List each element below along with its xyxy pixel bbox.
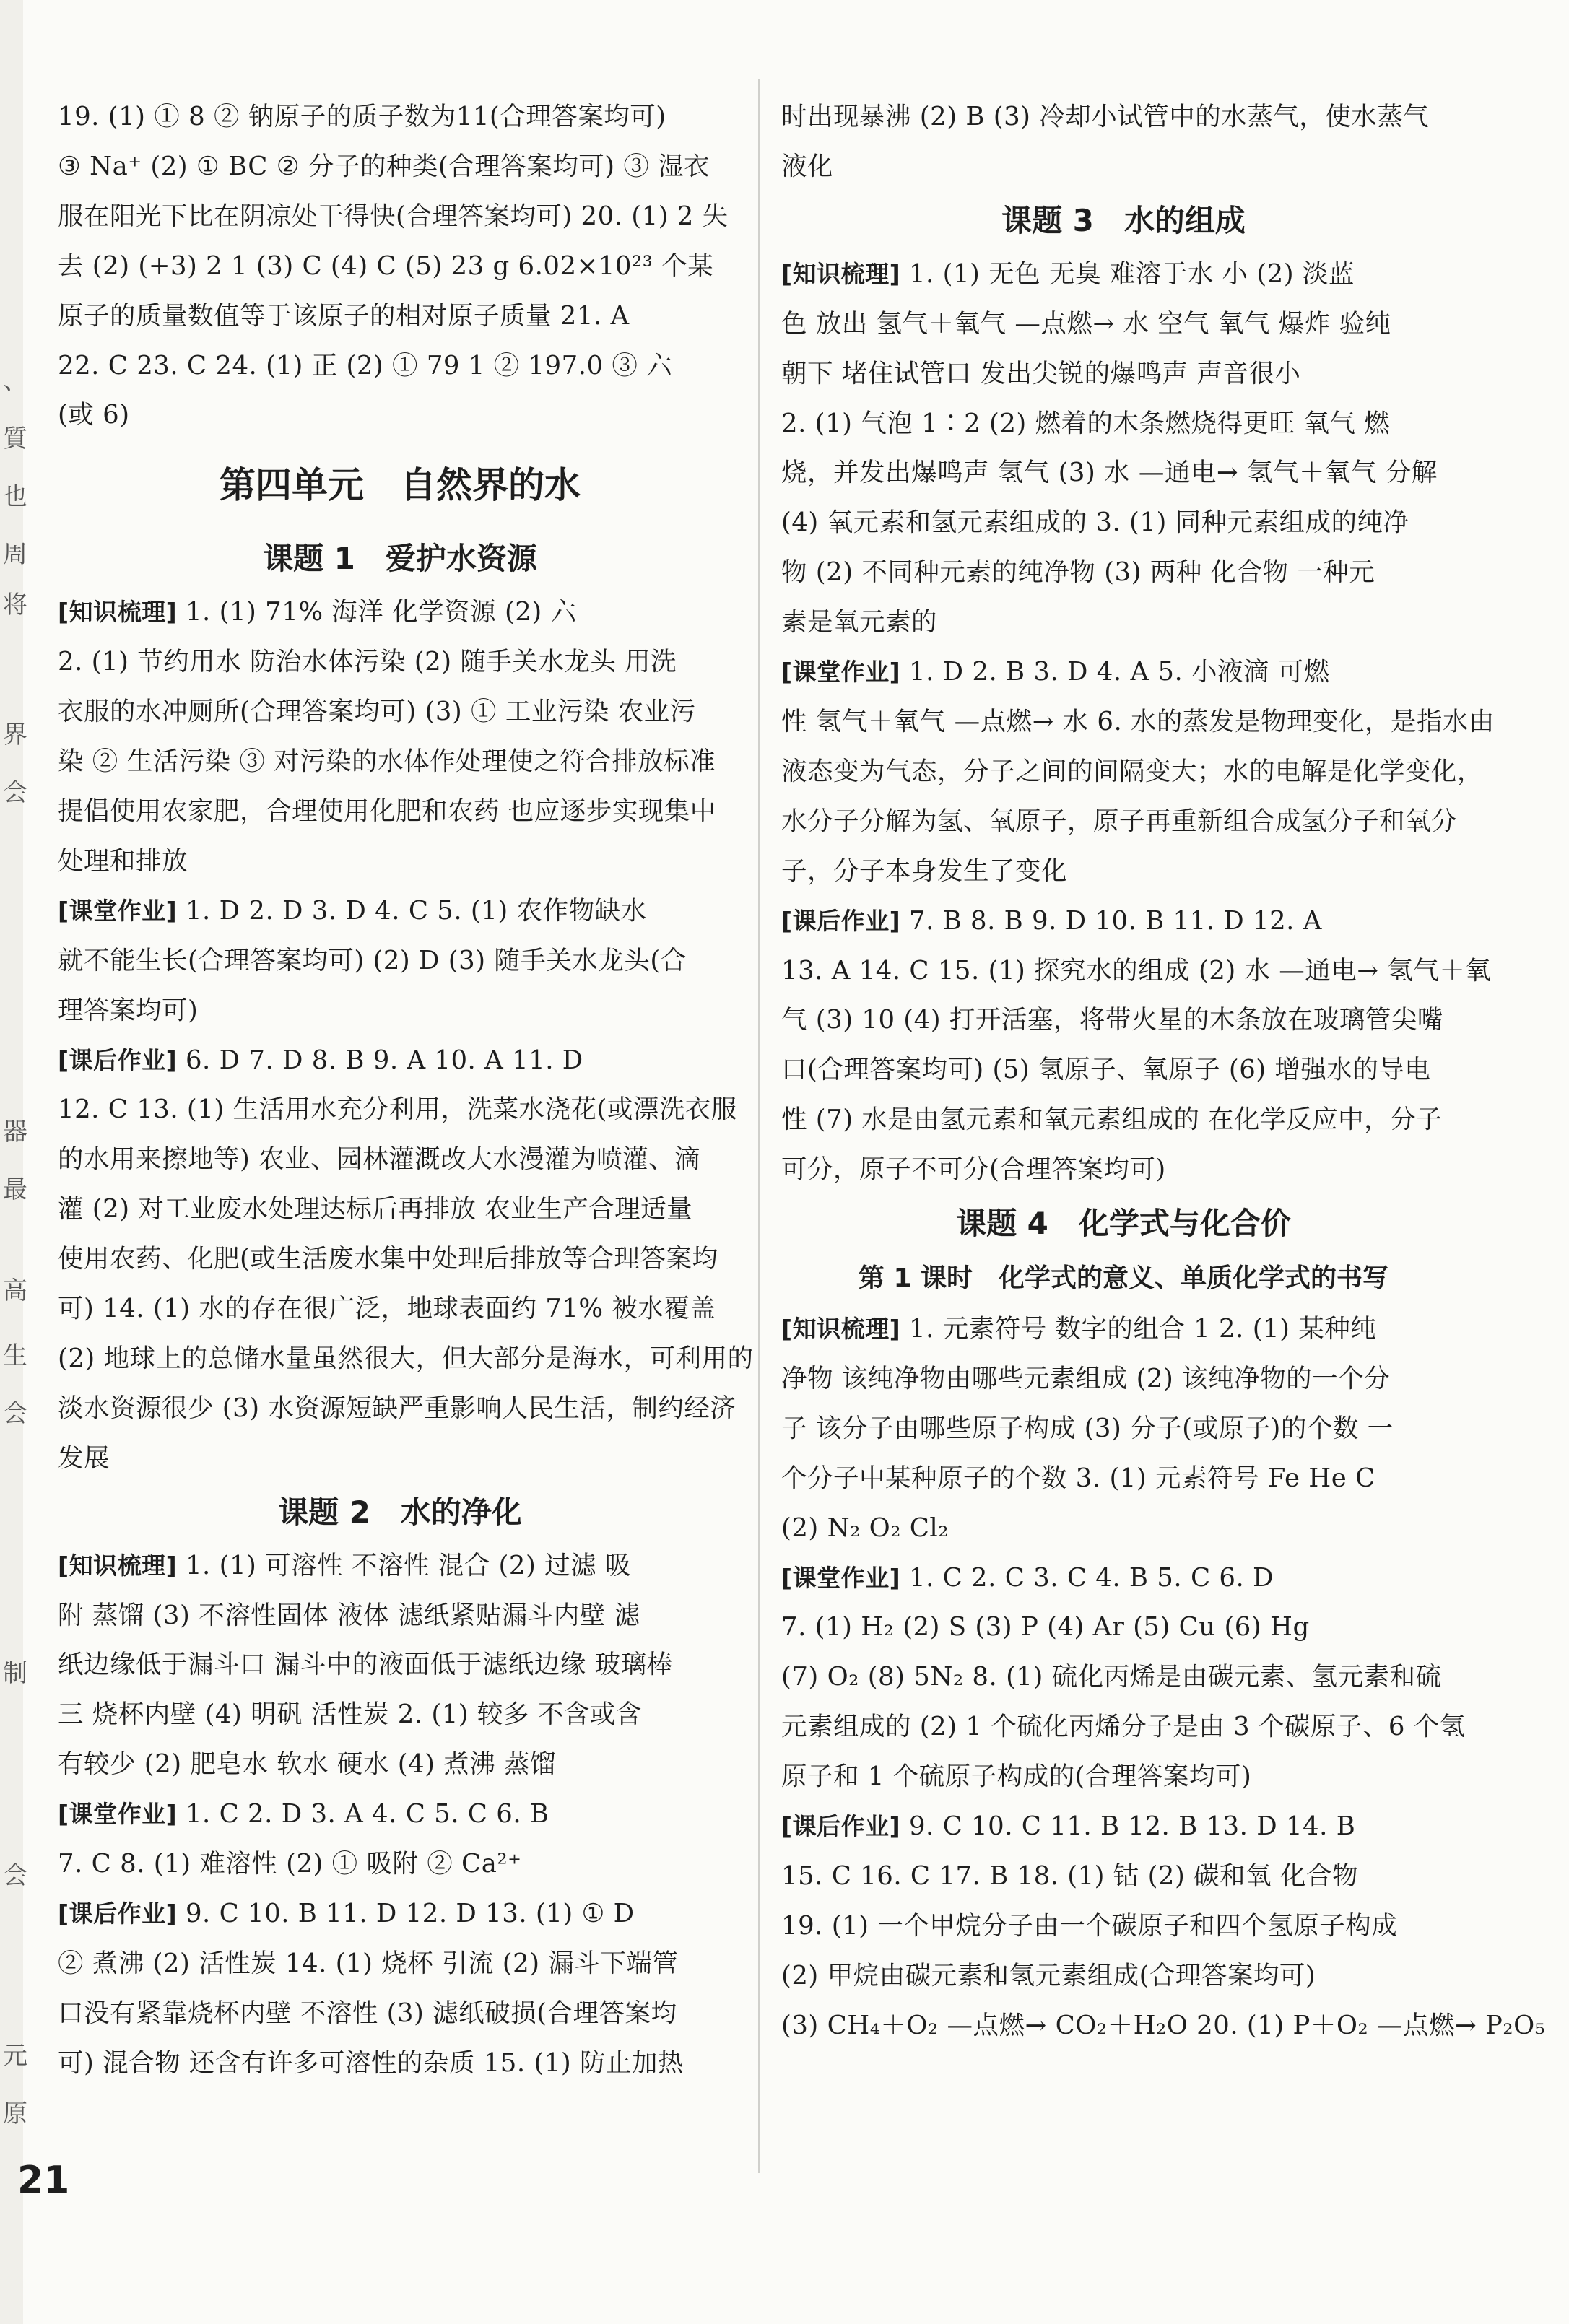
answer-line: (4) 氧元素和氢元素组成的 3. (1) 同种元素组成的纯净 — [781, 508, 1409, 538]
margin-char: 会 — [3, 1399, 27, 1428]
margin-char: 会 — [3, 1861, 27, 1890]
answer-line — [781, 1554, 1466, 1603]
answer-text: 1. (1) 可溶性 不溶性 混合 (2) 过滤 吸 — [177, 1550, 631, 1580]
answer-line: 灌 (2) 对工业废水处理达标后再排放 农业生产合理适量 — [58, 1194, 693, 1224]
answer-line — [781, 250, 1466, 300]
margin-char: 也 — [3, 482, 27, 511]
answer-line: 水分子分解为氢、氧原子，原子再重新组合成氢分子和氧分 — [781, 806, 1458, 836]
section-tag: [知识梳理] — [58, 1551, 178, 1580]
answer-line: 处理和排放 — [58, 845, 188, 876]
section-tag: [知识梳理] — [781, 259, 901, 288]
answer-line: 2. (1) 气泡 1∶2 (2) 燃着的木条燃烧得更旺 氧气 燃 — [781, 408, 1391, 438]
unit-title: 第四单元 自然界的水 — [220, 464, 581, 507]
answer-line: ② 煮沸 (2) 活性炭 14. (1) 烧杯 引流 (2) 漏斗下端管 — [58, 1948, 679, 1978]
answer-line: 7. (1) H₂ (2) S (3) P (4) Ar (5) Cu (6) Hg — [781, 1612, 1310, 1642]
answer-line: 元素组成的 (2) 1 个硫化丙烯分子是由 3 个碳原子、6 个氢 — [781, 1712, 1466, 1742]
answer-line: 22. C 23. C 24. (1) 正 (2) ① 79 1 ② 197.0 ③ 六 — [58, 350, 673, 380]
answer-line: 可) 14. (1) 水的存在很广泛，地球表面约 71% 被水覆盖 — [58, 1294, 716, 1324]
answer-text: 1. D 2. D 3. D 4. C 5. (1) 农作物缺水 — [177, 895, 647, 926]
section-tag: [课堂作业] — [781, 1563, 901, 1592]
answer-text: 9. C 10. C 11. B 12. B 13. D 14. B — [900, 1811, 1356, 1842]
page-number: 21 — [17, 2159, 70, 2202]
answer-text: 7. B 8. B 9. D 10. B 11. D 12. A — [900, 905, 1322, 936]
margin-char: 元 — [3, 2042, 27, 2071]
lesson-title: 课题 1 爱护水资源 — [263, 541, 537, 577]
answer-line: 发展 — [58, 1442, 110, 1473]
answer-text: 1. C 2. C 3. C 4. B 5. C 6. D — [900, 1562, 1274, 1593]
section-tag: [知识梳理] — [781, 1315, 901, 1344]
answer-line: 时出现暴沸 (2) B (3) 冷却小试管中的水蒸气，使水蒸气 — [781, 102, 1430, 131]
answer-line — [781, 897, 1466, 946]
answer-line — [781, 1305, 1466, 1354]
answer-line: (或 6) — [58, 400, 130, 430]
answer-line: 2. (1) 节约用水 防治水体污染 (2) 随手关水龙头 用洗 — [58, 647, 677, 677]
answer-line: 三 烧杯内壁 (4) 明矾 活性炭 2. (1) 较多 不含或含 — [58, 1700, 642, 1730]
margin-char: 制 — [3, 1659, 27, 1688]
answer-text: 1. 元素符号 数字的组合 1 2. (1) 某种纯 — [900, 1314, 1377, 1344]
answer-line: 朝下 堵住试管口 发出尖锐的爆鸣声 声音很小 — [781, 358, 1301, 388]
answer-line: 可分，原子不可分(合理答案均可) — [781, 1154, 1166, 1185]
answer-line: 衣服的水冲厕所(合理答案均可) (3) ① 工业污染 农业污 — [58, 697, 696, 727]
section-tag: [课后作业] — [58, 1899, 178, 1928]
answer-line: 子 该分子由哪些原子构成 (3) 分子(或原子)的个数 一 — [781, 1413, 1394, 1443]
answer-text: 1. D 2. B 3. D 4. A 5. 小液滴 可燃 — [900, 657, 1330, 687]
answer-line: 使用农药、化肥(或生活废水集中处理后排放等合理答案均 — [58, 1244, 718, 1274]
answer-text: 9. C 10. B 11. D 12. D 13. (1) ① D — [177, 1899, 635, 1928]
answer-line: 纸边缘低于漏斗口 漏斗中的液面低于滤纸边缘 玻璃棒 — [58, 1650, 673, 1680]
answer-line: 的水用来擦地等) 农业、园林灌溉改大水漫灌为喷灌、滴 — [58, 1144, 701, 1175]
answer-line: (7) O₂ (8) 5N₂ 8. (1) 硫化丙烯是由碳元素、氢元素和硫 — [781, 1662, 1442, 1692]
margin-char: 界 — [3, 721, 27, 749]
answer-line: (3) CH₄＋O₂ —点燃→ CO₂＋H₂O 20. (1) P＋O₂ —点燃→ P₂O₅ — [781, 2010, 1546, 2040]
lesson-title: 课题 2 水的净化 — [278, 1494, 522, 1530]
answer-line: 气 (3) 10 (4) 打开活塞，将带火星的木条放在玻璃管尖嘴 — [781, 1005, 1443, 1035]
answer-line: (2) 地球上的总储水量虽然很大，但大部分是海水，可利用的 — [58, 1343, 754, 1373]
column-divider — [758, 79, 760, 2173]
answer-line: (2) N₂ O₂ Cl₂ — [781, 1513, 949, 1543]
section-tag: [课堂作业] — [58, 896, 178, 925]
answer-line: 19. (1) 一个甲烷分子由一个碳原子和四个氢原子构成 — [781, 1910, 1398, 1941]
answer-line — [58, 588, 742, 637]
answer-line: 口没有紧靠烧杯内壁 不溶性 (3) 滤纸破损(合理答案均 — [58, 1998, 677, 2028]
section-tag: [课后作业] — [781, 1812, 901, 1841]
answer-line: 子，分子本身发生了变化 — [781, 856, 1068, 886]
answer-line: 12. C 13. (1) 生活用水充分利用，洗菜水浇花(或漂洗衣服 — [58, 1094, 737, 1125]
answer-line: 净物 该纯净物由哪些元素组成 (2) 该纯净物的一个分 — [781, 1363, 1391, 1393]
answer-line: 服在阳光下比在阴凉处干得快(合理答案均可) 20. (1) 2 失 — [58, 201, 729, 231]
margin-char: 高 — [3, 1276, 27, 1305]
answer-line: 附 蒸馏 (3) 不溶性固体 液体 滤纸紧贴漏斗内壁 滤 — [58, 1600, 640, 1630]
answer-line: 15. C 16. C 17. B 18. (1) 钴 (2) 碳和氧 化合物 — [781, 1861, 1358, 1891]
margin-char: 器 — [3, 1118, 27, 1146]
answer-line: 性 氢气＋氧气 —点燃→ 水 6. 水的蒸发是物理变化，是指水由 — [781, 706, 1495, 736]
answer-text: 1. (1) 71% 海洋 化学资源 (2) 六 — [177, 597, 577, 627]
section-subtitle: 第 1 课时 化学式的意义、单质化学式的书写 — [858, 1263, 1389, 1294]
margin-char: 周 — [3, 540, 27, 569]
margin-char: 原 — [3, 2099, 27, 2128]
answer-line: 个分子中某种原子的个数 3. (1) 元素符号 Fe He C — [781, 1463, 1375, 1493]
answer-line: 原子的质量数值等于该原子的相对原子质量 21. A — [58, 300, 630, 331]
answer-line: 液化 — [781, 151, 834, 181]
lesson-title: 课题 3 水的组成 — [1001, 202, 1246, 238]
left-column — [58, 92, 754, 2089]
answer-line: 就不能生长(合理答案均可) (2) D (3) 随手关水龙头(合 — [58, 945, 687, 975]
section-tag: [课堂作业] — [58, 1800, 178, 1829]
section-tag: [知识梳理] — [58, 598, 178, 627]
margin-char: 将 — [3, 591, 27, 619]
answer-line: 原子和 1 个硫原子构成的(合理答案均可) — [781, 1762, 1252, 1792]
answer-line: 色 放出 氢气＋氧气 —点燃→ 水 空气 氧气 爆炸 验纯 — [781, 308, 1391, 339]
answer-line — [58, 1889, 742, 1939]
answer-text: 1. (1) 无色 无臭 难溶于水 小 (2) 淡蓝 — [900, 258, 1355, 289]
answer-line: 有较少 (2) 肥皂水 软水 硬水 (4) 煮沸 蒸馏 — [58, 1749, 557, 1780]
answer-line — [58, 1541, 742, 1591]
answer-line: 可) 混合物 还含有许多可溶性的杂质 15. (1) 防止加热 — [58, 2047, 684, 2078]
section-tag: [课后作业] — [58, 1045, 178, 1074]
margin-char: 質 — [3, 425, 27, 453]
answer-line — [58, 887, 742, 936]
answer-text: 1. C 2. D 3. A 4. C 5. C 6. B — [177, 1799, 549, 1829]
answer-line: 13. A 14. C 15. (1) 探究水的组成 (2) 水 —通电→ 氢气＋氧 — [781, 955, 1492, 985]
lesson-title: 课题 4 化学式与化合价 — [956, 1206, 1291, 1242]
answer-line: 素是氧元素的 — [781, 607, 938, 637]
margin-char: 最 — [3, 1175, 27, 1204]
answer-line: 去 (2) (+3) 2 1 (3) C (4) C (5) 23 g 6.02×10²³ 个某 — [58, 251, 714, 281]
answer-text: 6. D 7. D 8. B 9. A 10. A 11. D — [177, 1045, 583, 1075]
answer-line: 烧，并发出爆鸣声 氢气 (3) 水 —通电→ 氢气＋氧气 分解 — [781, 458, 1438, 488]
section-tag: [课堂作业] — [781, 658, 901, 687]
answer-line: 7. C 8. (1) 难溶性 (2) ① 吸附 ② Ca²⁺ — [58, 1849, 522, 1879]
answer-line: 物 (2) 不同种元素的纯净物 (3) 两种 化合物 一种元 — [781, 557, 1375, 588]
answer-line: 液态变为气态，分子之间的间隔变大；水的电解是化学变化， — [781, 756, 1484, 786]
margin-char: 、 — [3, 367, 27, 396]
answer-line: 口(合理答案均可) (5) 氢原子、氧原子 (6) 增强水的导电 — [781, 1055, 1431, 1085]
answer-line — [58, 1036, 742, 1086]
answer-line — [781, 648, 1466, 697]
margin-char: 生 — [3, 1341, 27, 1370]
answer-line — [58, 1790, 742, 1840]
answer-line: 淡水资源很少 (3) 水资源短缺严重影响人民生活，制约经济 — [58, 1393, 736, 1423]
answer-line: (2) 甲烷由碳元素和氢元素组成(合理答案均可) — [781, 1960, 1316, 1990]
answer-line: ③ Na⁺ (2) ① BC ② 分子的种类(合理答案均可) ③ 湿衣 — [58, 151, 710, 181]
answer-line: 性 (7) 水是由氢元素和氧元素组成的 在化学反应中，分子 — [781, 1105, 1443, 1135]
right-column — [781, 92, 1546, 2051]
answer-line: 理答案均可) — [58, 995, 199, 1025]
answer-line: 提倡使用农家肥，合理使用化肥和农药 也应逐步实现集中 — [58, 796, 716, 826]
answer-line: 19. (1) ① 8 ② 钠原子的质子数为11(合理答案均可) — [58, 102, 666, 131]
binding-margin — [0, 0, 23, 2324]
answer-line — [781, 1802, 1466, 1852]
answer-line: 染 ② 生活污染 ③ 对污染的水体作处理使之符合排放标准 — [58, 747, 716, 777]
section-tag: [课后作业] — [781, 906, 901, 935]
margin-char: 会 — [3, 778, 27, 807]
